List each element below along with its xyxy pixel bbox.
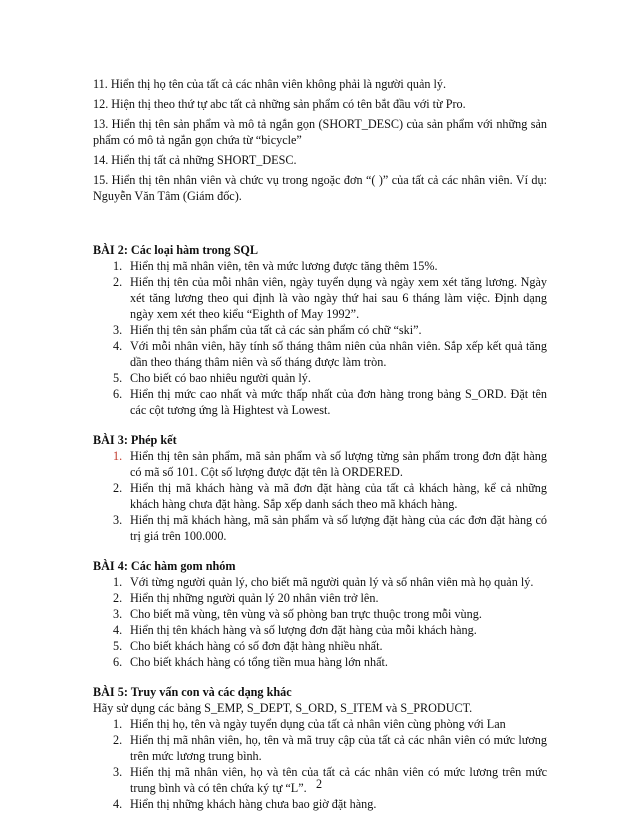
exercise-list [93,574,547,670]
list-item [93,622,547,638]
intro-item-11: 11. Hiển thị họ tên của tất cả các nhân viên không phải là người quản lý. [93,77,447,91]
item-number: 2. [113,481,123,495]
item-number: 2. [113,591,123,605]
list-item [93,654,547,670]
list-item [93,574,547,590]
item-text: Hiển thị những người quản lý 20 nhân viên trở lên. [130,591,379,605]
intro-item-14: 14. Hiển thị tất cả những SHORT_DESC. [93,153,297,167]
item-text: Với mỗi nhân viên, hãy tính số tháng thâm niên của nhân viên. Sắp xếp kết quả tăng dần theo tháng thâm niên và số tháng được làm tròn. [130,339,547,369]
item-number: 6. [113,387,123,401]
item-number: 2. [113,275,123,289]
item-number: 1. [113,449,123,463]
item-number: 4. [113,797,123,811]
item-text: Cho biết mã vùng, tên vùng và số phòng ban trực thuộc trong mỗi vùng. [130,607,482,621]
exercise-list [93,258,547,418]
item-text: Hiển thị tên sản phẩm của tất cả các sản phẩm có chữ “ski”. [130,323,422,337]
item-text: Hiển thị mã khách hàng, mã sản phẩm và số lượng đặt hàng của các đơn đặt hàng có trị giá trên 100.000. [130,513,547,543]
list-item [93,796,547,812]
section-title: BÀI 5: Truy vấn con và các dạng khác [93,685,292,699]
item-number: 1. [113,717,123,731]
item-text: Cho biết có bao nhiêu người quản lý. [130,371,311,385]
section-title: BÀI 3: Phép kết [93,433,177,447]
item-number: 3. [113,765,123,779]
list-item [93,732,547,764]
item-number: 6. [113,655,123,669]
section-title: BÀI 4: Các hàm gom nhóm [93,559,236,573]
list-item [93,338,547,370]
list-item [93,606,547,622]
item-number: 5. [113,639,123,653]
item-text: Hiển thị mã nhân viên, họ và tên của tất cả các nhân viên có mức lương trên mức trung bình và có tên chứa ký tự “L”. [130,765,547,795]
exercise-list [93,716,547,812]
item-text: Hiển thị những khách hàng chưa bao giờ đặt hàng. [130,797,377,811]
item-text: Với từng người quản lý, cho biết mã người quản lý và số nhân viên mà họ quản lý. [130,575,534,589]
section-bai-2 [93,242,547,418]
list-item [93,590,547,606]
item-number: 1. [113,575,123,589]
item-text: Cho biết khách hàng có số đơn đặt hàng nhiều nhất. [130,639,383,653]
item-number: 4. [113,339,123,353]
list-item [93,512,547,544]
item-text: Hiển thị mã nhân viên, tên và mức lương được tăng thêm 15%. [130,259,438,273]
item-number: 3. [113,513,123,527]
section-intro: Hãy sử dụng các bảng S_EMP, S_DEPT, S_ORD, S_ITEM và S_PRODUCT. [93,701,473,715]
section-bai-3 [93,432,547,544]
item-number: 4. [113,623,123,637]
section-bai-5 [93,684,547,812]
item-text: Hiển thị mã nhân viên, họ, tên và mã truy cập của tất cả các nhân viên có mức lương trên mức lương trung bình. [130,733,547,763]
item-text: Hiển thị họ, tên và ngày tuyển dụng của tất cả nhân viên cùng phòng với Lan [130,717,506,731]
list-item [93,258,547,274]
item-number: 3. [113,323,123,337]
section-bai-4 [93,558,547,670]
item-number: 5. [113,371,123,385]
exercise-list [93,448,547,544]
intro-item-13: 13. Hiển thị tên sản phẩm và mô tả ngắn gọn (SHORT_DESC) của sản phẩm với những sản phẩm có mô tả ngắn gọn chứa từ “bicycle” [93,117,547,147]
list-item [93,370,547,386]
intro-item-12: 12. Hiện thị theo thứ tự abc tất cả những sản phẩm có tên bắt đầu với từ Pro. [93,97,466,111]
item-number: 2. [113,733,123,747]
list-item [93,716,547,732]
item-text: Hiển thị mức cao nhất và mức thấp nhất của đơn hàng trong bảng S_ORD. Đặt tên các cột tương ứng là Hightest và Lowest. [130,387,547,417]
list-item [93,480,547,512]
list-item [93,274,547,322]
item-text: Hiển thị mã khách hàng và mã đơn đặt hàng của tất cả khách hàng, kể cả những khách hàng chưa đặt hàng. Sắp xếp danh sách theo mã khách hàng. [130,481,547,511]
item-text: Hiển thị tên sản phẩm, mã sản phẩm và số lượng từng sản phẩm trong đơn đặt hàng có mã số 101. Cột số lượng được đặt tên là ORDERED. [130,449,547,479]
item-text: Hiển thị tên khách hàng và số lượng đơn đặt hàng của mỗi khách hàng. [130,623,477,637]
item-number: 3. [113,607,123,621]
page-content [93,76,547,812]
section-title: BÀI 2: Các loại hàm trong SQL [93,243,258,257]
page-number: 2 [315,777,323,791]
item-number: 1. [113,259,123,273]
item-text: Hiển thị tên của mỗi nhân viên, ngày tuyển dụng và ngày xem xét tăng lương. Ngày xét tăng lương theo qui định là vào ngày thứ hai sau 6 tháng làm việc. Định dạng ngày xem xét theo kiểu “Eighth of May 1992”. [130,275,547,321]
item-text: Cho biết khách hàng có tổng tiền mua hàng lớn nhất. [130,655,388,669]
intro-item-15: 15. Hiển thị tên nhân viên và chức vụ trong ngoặc đơn “( )” của tất cả các nhân viên. Ví dụ: Nguyễn Văn Tâm (Giám đốc). [93,173,547,203]
list-item [93,386,547,418]
list-item [93,448,547,480]
intro-list [93,76,547,204]
list-item [93,638,547,654]
list-item [93,322,547,338]
